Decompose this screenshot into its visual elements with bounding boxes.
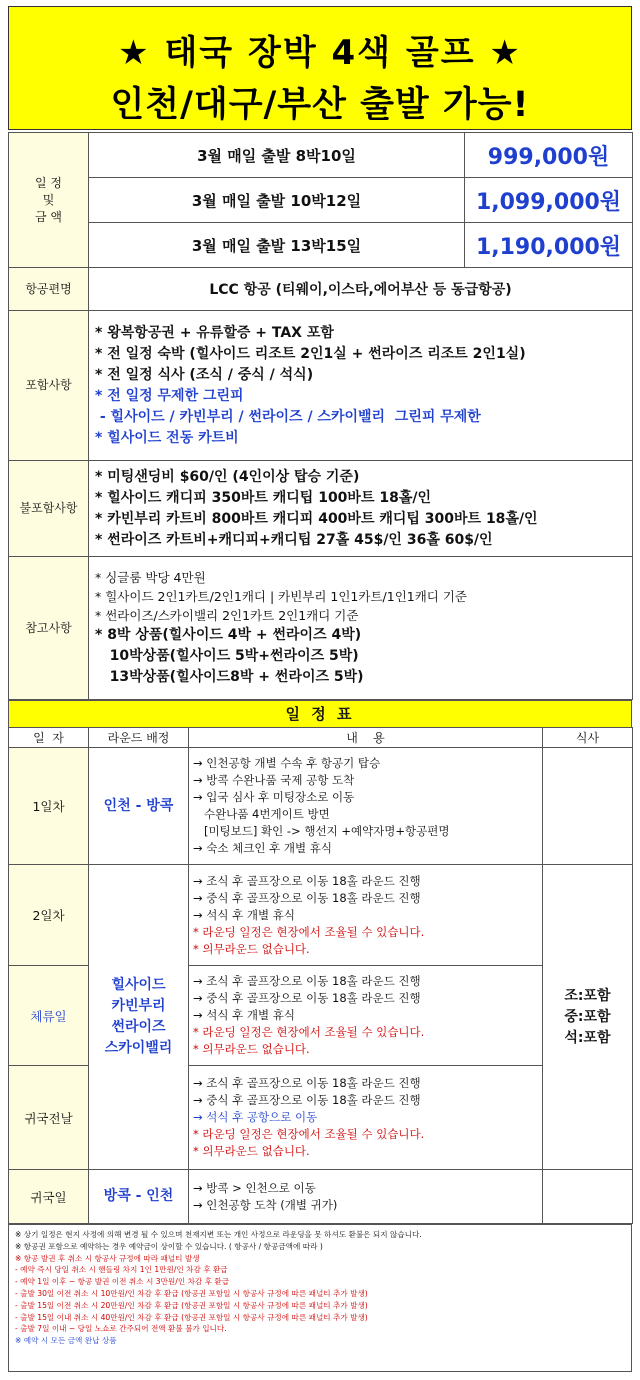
- round-assignment: 방콕 - 인천: [89, 1170, 189, 1224]
- included-item-highlight: - 힐사이드 / 카빈부리 / 썬라이즈 / 스카이밸리 그린피 무제한: [95, 408, 481, 425]
- content-line: → 조식 후 골프장으로 이동 18홀 라운드 진행: [193, 1076, 421, 1090]
- header-meal: 식사: [543, 728, 633, 748]
- meal-item: 중:포함: [564, 1008, 611, 1025]
- price-desc: 3월 매일 출발 8박10일: [89, 133, 465, 178]
- day-content: [189, 1170, 543, 1224]
- footnote-penalty: ※ 항공 발권 후 취소 시 항공사 규정에 따라 패널티 발생: [15, 1253, 200, 1263]
- price-value: 999,000원: [465, 133, 633, 178]
- excluded-item: * 썬라이즈 카트비+캐디피+캐디팁 27홀 45$/인 36홀 60$/인: [95, 531, 493, 548]
- excluded-list: [89, 461, 633, 557]
- footnote-penalty: - 출발 15일 이전 취소 시 20만원/인 차감 후 환급 (항공권 포함일 시 항공사 규정에 따른 패널티 추가 발생): [15, 1300, 368, 1310]
- content-line: → 조식 후 골프장으로 이동 18홀 라운드 진행: [193, 974, 421, 988]
- day-content: [189, 865, 543, 966]
- title-banner: [8, 6, 632, 130]
- schedule-row: [9, 1170, 633, 1224]
- reference-item: * 힐사이드 2인1카트/2인1캐디 | 카빈부리 1인1카트/1인1캐디 기준: [95, 589, 467, 604]
- included-item: * 왕복항공권 + 유류할증 + TAX 포함: [95, 324, 334, 341]
- content-line: [미팅보드] 확인 -> 행선지 +예약자명+항공편명: [193, 824, 450, 838]
- footnote: ※ 상기 일정은 현지 사정에 의해 변경 될 수 있으며 천재지변 또는 개인 사정으로 라운딩을 못 하셔도 환불은 되지 않습니다.: [15, 1230, 422, 1239]
- content-note: * 라운딩 일정은 현장에서 조율될 수 있습니다.: [193, 1127, 425, 1141]
- golf-course: 힐사이드: [111, 977, 166, 993]
- title-line-2: 인천/대구/부산 출발 가능!: [110, 85, 530, 125]
- day-label: 귀국전날: [9, 1066, 89, 1170]
- reference-item: 10박상품(힐사이드 5박+썬라이즈 5박): [95, 648, 359, 664]
- price-row: [9, 178, 633, 223]
- footnote-payment: ※ 예약 시 모든 금액 완납 상품: [15, 1336, 117, 1346]
- content-line: → 방콕 수완나품 국제 공항 도착: [193, 773, 355, 787]
- footnote: ※ 항공권 포함으로 예약하는 경우 예약금이 상이할 수 있습니다. ( 항공사 / 항공금액에 따라 ): [15, 1241, 323, 1251]
- excluded-item: * 미팅샌딩비 $60/인 (4인이상 탑승 기준): [95, 468, 360, 485]
- reference-item: * 썬라이즈/스카이밸리 2인1카트 2인1캐디 기준: [95, 608, 359, 623]
- footnote-penalty: - 출발 7일 이내 ~ 당일 노쇼로 간주되어 전액 환불 불가 입니다.: [15, 1324, 227, 1334]
- excluded-item: * 힐사이드 캐디피 350바트 캐디팁 100바트 18홀/인: [95, 489, 431, 506]
- included-item-highlight: * 힐사이드 전동 카트비: [95, 429, 239, 446]
- excluded-label: 불포함사항: [9, 461, 89, 557]
- day-label: 2일차: [9, 865, 89, 966]
- price-row: [9, 133, 633, 178]
- meal-cell: [543, 865, 633, 1170]
- day-content: [189, 1066, 543, 1170]
- content-note: * 라운딩 일정은 현장에서 조율될 수 있습니다.: [193, 924, 425, 939]
- content-line: → 중식 후 골프장으로 이동 18홀 라운드 진행: [193, 890, 421, 905]
- content-note: * 의무라운드 없습니다.: [193, 1144, 310, 1158]
- golf-course-list: [89, 865, 189, 1170]
- content-line: → 석식 후 개별 휴식: [193, 907, 296, 922]
- day-label: 귀국일: [9, 1170, 89, 1224]
- pricing-label: 일 정 및 금 액: [9, 133, 89, 268]
- content-line: → 석식 후 공항으로 이동: [193, 1110, 318, 1124]
- price-value: 1,190,000원: [465, 223, 633, 268]
- included-row: [9, 311, 633, 461]
- included-list: [89, 311, 633, 461]
- meal-item: 조:포함: [564, 987, 611, 1004]
- airline-row: [9, 268, 633, 311]
- airline-label: 항공편명: [9, 268, 89, 311]
- price-desc: 3월 매일 출발 10박12일: [89, 178, 465, 223]
- schedule-row: [9, 748, 633, 865]
- reference-row: [9, 557, 633, 700]
- day-content: [189, 748, 543, 865]
- day-content: [189, 966, 543, 1066]
- excluded-item: * 카빈부리 카트비 800바트 캐디피 400바트 캐디팁 300바트 18홀/인: [95, 510, 538, 527]
- day-label: 1일차: [9, 748, 89, 865]
- schedule-table: [8, 727, 633, 1224]
- footnote-penalty: - 예약 즉시 당일 취소 시 핸들링 차지 1인 1만원/인 차감 후 환급: [15, 1265, 228, 1275]
- title-line-1: ★ 태국 장박 4색 골프 ★: [118, 33, 522, 73]
- footnotes: [8, 1224, 632, 1372]
- included-item: * 전 일정 숙박 (힐사이드 리조트 2인1실 + 썬라이즈 리조트 2인1실): [95, 345, 526, 362]
- included-item-highlight: * 전 일정 무제한 그린피: [95, 387, 244, 404]
- reference-list: [89, 557, 633, 700]
- header-content: 내 용: [189, 728, 543, 748]
- footnote-penalty: - 출발 15일 이내 취소 시 40만원/인 차감 후 환급 (항공권 포함일 시 항공사 규정에 따른 패널티 추가 발생): [15, 1312, 368, 1322]
- excluded-row: [9, 461, 633, 557]
- reference-label: 참고사항: [9, 557, 89, 700]
- footnote-penalty: - 예약 1일 이후 ~ 항공 발권 이전 취소 시 3만원/인 차감 후 환급: [15, 1277, 230, 1287]
- content-line: → 인천공항 도착 (개별 귀가): [193, 1197, 338, 1212]
- price-desc: 3월 매일 출발 13박15일: [89, 223, 465, 268]
- content-line: → 인천공항 개별 수속 후 항공기 탑승: [193, 756, 381, 770]
- meal-cell: [543, 1170, 633, 1224]
- content-line: → 입국 심사 후 미팅장소로 이동: [193, 790, 355, 804]
- airline-value: LCC 항공 (티웨이,이스타,에어부산 등 동급항공): [89, 268, 633, 311]
- content-line: → 중식 후 골프장으로 이동 18홀 라운드 진행: [193, 1093, 421, 1107]
- golf-course: 카빈부리: [111, 998, 166, 1014]
- header-day: 일 자: [9, 728, 89, 748]
- reference-item: * 싱글룸 박당 4만원: [95, 570, 206, 585]
- content-note: * 라운딩 일정은 현장에서 조율될 수 있습니다.: [193, 1025, 425, 1039]
- content-line: → 숙소 체크인 후 개별 휴식: [193, 841, 333, 855]
- schedule-header-row: [9, 728, 633, 748]
- header-round: 라운드 배정: [89, 728, 189, 748]
- content-note: * 의무라운드 없습니다.: [193, 1042, 310, 1056]
- included-label: 포함사항: [9, 311, 89, 461]
- golf-course: 썬라이즈: [111, 1019, 166, 1035]
- day-label: 체류일: [9, 966, 89, 1066]
- reference-item: 13박상품(힐사이드8박 + 썬라이즈 5박): [95, 669, 364, 685]
- golf-course: 스카이밸리: [104, 1040, 173, 1056]
- info-table: [8, 132, 633, 700]
- content-line: → 조식 후 골프장으로 이동 18홀 라운드 진행: [193, 873, 421, 888]
- content-line: 수완나품 4번게이트 방면: [193, 807, 330, 821]
- included-item: * 전 일정 식사 (조식 / 중식 / 석식): [95, 366, 314, 383]
- footnote-penalty: - 출발 30일 이전 취소 시 10만원/인 차감 후 환급 (항공권 포함일 시 항공사 규정에 따른 패널티 추가 발생): [15, 1288, 368, 1298]
- round-assignment: 인천 - 방콕: [89, 748, 189, 865]
- schedule-row: [9, 865, 633, 966]
- price-row: [9, 223, 633, 268]
- meal-cell: [543, 748, 633, 865]
- content-line: → 석식 후 개별 휴식: [193, 1008, 296, 1022]
- price-value: 1,099,000원: [465, 178, 633, 223]
- content-line: → 방콕 > 인천으로 이동: [193, 1180, 316, 1195]
- content-note: * 의무라운드 없습니다.: [193, 941, 310, 956]
- product-sheet: [2, 2, 638, 1376]
- meal-item: 석:포함: [564, 1029, 611, 1046]
- reference-item: * 8박 상품(힐사이드 4박 + 썬라이즈 4박): [95, 627, 362, 643]
- content-line: → 중식 후 골프장으로 이동 18홀 라운드 진행: [193, 991, 421, 1005]
- schedule-title: 일 정 표: [8, 700, 632, 728]
